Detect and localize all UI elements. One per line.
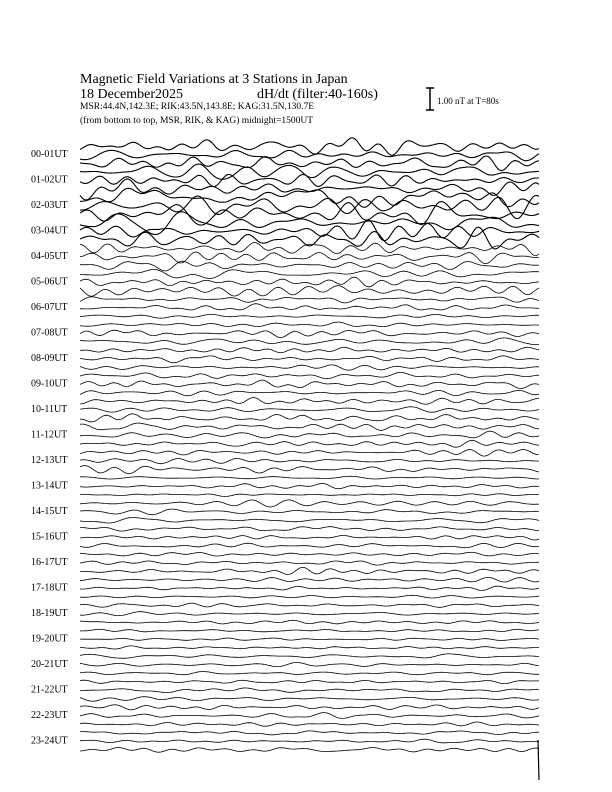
row-label: 03-04UT	[31, 225, 68, 237]
row-label: 16-17UT	[31, 557, 68, 568]
field-trace	[80, 739, 539, 743]
field-trace	[80, 156, 539, 171]
field-trace	[80, 380, 539, 388]
row-label: 04-05UT	[31, 251, 68, 262]
field-trace	[80, 595, 539, 598]
row-label: 17-18UT	[31, 582, 68, 594]
row-label: 21-22UT	[31, 684, 68, 696]
field-trace	[80, 536, 539, 541]
field-trace	[80, 164, 539, 179]
row-label: 00-01UT	[31, 149, 68, 160]
field-trace	[80, 680, 539, 683]
field-trace	[80, 476, 539, 479]
field-trace	[80, 466, 539, 474]
field-trace	[80, 338, 539, 345]
row-label: 14-15UT	[31, 506, 68, 517]
row-label: 20-21UT	[31, 659, 68, 670]
field-trace	[80, 330, 539, 337]
field-trace	[80, 373, 539, 379]
field-trace	[80, 431, 539, 438]
field-trace	[80, 552, 539, 556]
field-trace	[80, 638, 539, 641]
field-trace	[80, 620, 539, 624]
field-trace	[80, 748, 539, 753]
field-trace	[80, 314, 539, 318]
row-label: 19-20UT	[31, 633, 68, 645]
field-trace	[80, 138, 539, 155]
field-trace	[80, 654, 539, 658]
scale-bar-label: 1.00 nT at T=80s	[437, 96, 499, 106]
field-trace	[80, 390, 539, 395]
row-label: 10-11UT	[31, 404, 68, 415]
field-trace	[80, 440, 539, 447]
field-trace	[80, 603, 539, 607]
row-label-group	[31, 149, 68, 747]
row-label: 22-23UT	[31, 710, 68, 721]
field-trace	[80, 612, 539, 616]
row-label: 09-10UT	[31, 378, 68, 390]
field-trace	[80, 561, 539, 565]
field-trace	[80, 304, 539, 310]
field-trace	[80, 731, 539, 735]
field-trace	[80, 705, 539, 710]
row-label: 08-09UT	[31, 353, 68, 364]
field-trace	[80, 322, 539, 327]
field-trace	[80, 500, 539, 507]
field-trace	[80, 174, 539, 186]
field-trace	[80, 494, 539, 497]
field-trace	[80, 398, 539, 405]
field-trace	[80, 629, 539, 632]
field-trace	[80, 484, 539, 489]
chart-title: Magnetic Field Variations at 3 Stations in Japan	[80, 72, 348, 87]
field-trace	[80, 586, 539, 590]
row-label: 05-06UT	[31, 276, 68, 288]
field-trace	[80, 261, 539, 271]
field-trace	[80, 356, 539, 363]
field-trace	[80, 270, 539, 279]
row-label: 06-07UT	[31, 302, 68, 313]
field-trace	[80, 697, 539, 702]
field-trace	[80, 567, 539, 574]
trace-group	[80, 138, 539, 752]
field-trace	[80, 286, 539, 297]
field-trace	[80, 688, 539, 693]
station-order-note: (from bottom to top, MSR, RIK, & KAG) midnight=1500UT	[80, 116, 314, 126]
field-trace	[80, 449, 539, 456]
field-trace	[80, 407, 539, 412]
row-label: 11-12UT	[31, 429, 68, 441]
field-trace	[80, 459, 539, 464]
row-label: 23-24UT	[31, 735, 68, 747]
field-trace	[80, 543, 539, 548]
row-label: 07-08UT	[31, 327, 68, 339]
field-trace	[80, 577, 539, 582]
field-trace	[80, 713, 539, 719]
field-trace	[80, 509, 539, 515]
chart-date: 18 December2025	[80, 87, 184, 102]
field-trace	[80, 277, 539, 287]
field-trace	[80, 646, 539, 649]
row-label: 18-19UT	[31, 608, 68, 619]
field-trace	[80, 518, 539, 524]
scale-bar	[426, 88, 434, 110]
row-label: 12-13UT	[31, 455, 68, 466]
field-trace	[80, 179, 539, 200]
row-label: 01-02UT	[31, 174, 68, 186]
row-label: 13-14UT	[31, 480, 68, 492]
field-trace	[80, 672, 539, 675]
row-label: 15-16UT	[31, 531, 68, 543]
row-label: 02-03UT	[31, 200, 68, 211]
spike-line	[538, 740, 539, 780]
field-trace	[80, 527, 539, 531]
field-trace	[80, 297, 539, 303]
field-trace	[80, 423, 539, 430]
field-trace	[80, 227, 539, 249]
field-trace	[80, 347, 539, 352]
station-coordinates: MSR:44.4N,142.3E; RIK:43.5N,143.8E; KAG:31.5N,130.7E	[80, 102, 315, 112]
field-trace	[80, 414, 539, 422]
field-trace	[80, 722, 539, 726]
field-trace	[80, 663, 539, 667]
field-trace	[80, 365, 539, 370]
field-trace	[80, 243, 539, 256]
chart-quantity: dH/dt (filter:40-160s)	[257, 87, 378, 102]
